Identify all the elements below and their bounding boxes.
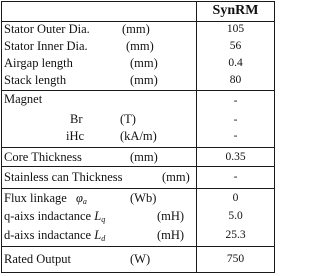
flux-label: Flux linkage	[4, 191, 67, 205]
row-unit: (mm)	[126, 39, 154, 53]
table-row	[2, 188, 274, 207]
row-label: Stator Inner Dia.	[4, 39, 88, 53]
br-unit: (T)	[120, 112, 136, 126]
row-unit: (mH)	[157, 209, 185, 223]
row-value: -	[233, 171, 238, 183]
ld-symbol: L	[94, 228, 102, 242]
table-row	[2, 21, 274, 38]
table-row	[2, 55, 274, 72]
row-value: 80	[229, 74, 242, 86]
row-unit: (W)	[130, 252, 151, 266]
table-row	[2, 38, 274, 55]
lq-symbol: L	[94, 209, 102, 223]
row-value: 105	[226, 23, 245, 35]
row-value: 5.0	[228, 210, 243, 222]
flux-symbol: φ	[75, 191, 83, 205]
row-label: Stack length	[4, 73, 67, 87]
row-label	[4, 209, 105, 227]
br-value: -	[233, 114, 238, 126]
row-label: Airgap length	[4, 56, 73, 70]
table-row	[2, 207, 274, 226]
row-unit: (mm)	[162, 170, 190, 184]
row-unit: (mm)	[130, 56, 158, 70]
table-row	[2, 166, 274, 188]
row-value: 750	[226, 253, 245, 265]
ihc-label: iHc	[66, 129, 85, 143]
table-row	[2, 226, 274, 245]
ihc-unit: (kA/m)	[120, 129, 157, 143]
ld-label: d-aixs indactance	[4, 228, 92, 242]
table-row	[2, 72, 274, 90]
lq-subscript: q	[101, 215, 106, 224]
table-row	[2, 246, 274, 272]
row-value: 0	[232, 192, 239, 204]
row-value: 0.35	[225, 151, 246, 163]
magnet-value: -	[233, 95, 238, 107]
ld-subscript: d	[101, 234, 106, 243]
row-label	[4, 228, 105, 246]
row-value: 25.3	[225, 229, 246, 241]
table-row	[2, 147, 274, 166]
magnet-block	[2, 90, 274, 147]
row-value: 56	[229, 40, 242, 52]
br-label: Br	[70, 112, 83, 126]
header-row	[2, 2, 274, 21]
row-unit: (mm)	[122, 22, 150, 36]
row-label: Stator Outer Dia.	[4, 22, 90, 36]
lq-label: q-aixs indactance	[4, 209, 92, 223]
row-unit: (Wb)	[130, 191, 157, 205]
row-unit: (mm)	[130, 73, 158, 87]
spec-table	[1, 1, 275, 273]
row-label: Rated Output	[4, 252, 72, 266]
row-unit: (mm)	[130, 150, 158, 164]
row-label: Stainless can Thickness	[4, 170, 123, 184]
ihc-value: -	[233, 130, 238, 142]
flux-subscript: a	[82, 197, 87, 206]
magnet-title: Magnet	[4, 92, 43, 106]
row-unit: (mH)	[157, 228, 185, 242]
row-label: Core Thickness	[4, 150, 82, 164]
column-header-synrm: SynRM	[212, 3, 259, 18]
row-value: 0.4	[228, 57, 243, 69]
